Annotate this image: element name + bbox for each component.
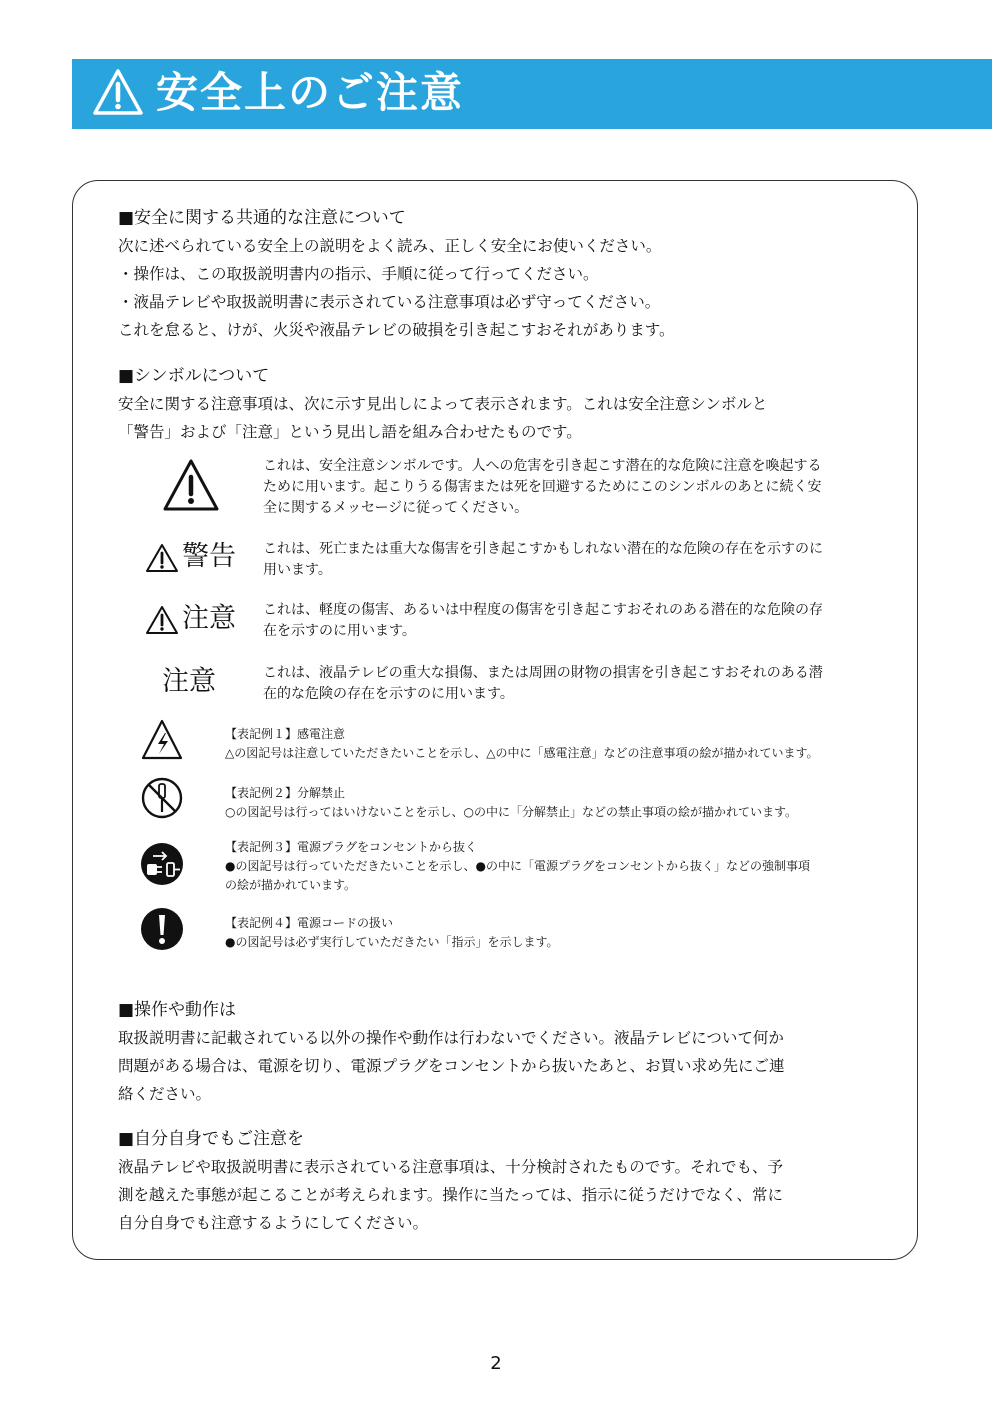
example-line: ●の図記号は行っていただきたいことを示し、●の中に「電源プラグをコンセントから抜く」などの強制事項 <box>225 859 810 873</box>
example-line: の絵が描かれています。 <box>225 878 357 892</box>
no-disassembly-icon <box>140 776 184 820</box>
self-line: 測を越えた事態が起こることが考えられます。操作に当たっては、指示に従うだけでなく、常に <box>118 1186 783 1204</box>
example-line: △の図記号は注意していただきたいことを示し、△の中に「感電注意」などの注意事項の絵が描かれています。 <box>225 746 819 760</box>
operation-body <box>118 1024 785 1108</box>
header-bar <box>72 59 992 129</box>
notice-description <box>263 663 875 705</box>
electric-shock-triangle-icon <box>140 718 184 762</box>
symbols-line: 「警告」および「注意」という見出し語を組み合わせたものです。 <box>118 423 582 441</box>
description-line: 在的な危険の存在を示すのに用います。 <box>263 686 514 702</box>
general-line: ・液晶テレビや取扱説明書に表示されている注意事項は必ず守ってください。 <box>118 293 661 311</box>
description-line: 全に関するメッセージに従ってください。 <box>263 500 529 516</box>
self-line: 自分自身でも注意するようにしてください。 <box>118 1214 429 1232</box>
general-line: これを怠ると、けが、火災や液晶テレビの破損を引き起こすおそれがあります。 <box>118 321 675 339</box>
page-title: 安全上のご注意 <box>156 68 465 117</box>
example-title: 【表記例２】分解禁止 <box>225 786 346 800</box>
example-line: ●の図記号は必ず実行していただきたい「指示」を示します。 <box>225 935 559 949</box>
example-title: 【表記例３】電源プラグをコンセントから抜く <box>225 840 478 854</box>
description-line: 在を示すのに用います。 <box>263 623 416 639</box>
description-line: これは、液晶テレビの重大な損傷、または周囲の財物の損害を引き起こすおそれのある潜 <box>263 665 823 681</box>
notice-label: 注意 <box>162 666 216 697</box>
operation-heading: ■操作や動作は <box>118 1000 237 1020</box>
warning-description <box>263 539 875 581</box>
symbols-heading: ■シンボルについて <box>118 366 270 386</box>
self-line: 液晶テレビや取扱説明書に表示されている注意事項は、十分検討されたものです。それでも、予 <box>118 1158 783 1176</box>
general-line: 次に述べられている安全上の説明をよく読み、正しく安全にお使いください。 <box>118 237 662 255</box>
caution-description <box>263 600 875 642</box>
general-heading: ■安全に関する共通的な注意について <box>118 208 406 228</box>
caution-label: 注意 <box>182 603 236 634</box>
operation-line: 絡ください。 <box>118 1085 212 1103</box>
operation-line: 問題がある場合は、電源を切り、電源プラグをコンセントから抜いたあと、お買い求め先にご連 <box>118 1057 785 1075</box>
unplug-power-icon <box>140 842 184 886</box>
example-4 <box>225 914 559 952</box>
example-title: 【表記例４】電源コードの扱い <box>225 916 394 930</box>
example-2 <box>225 784 797 822</box>
operation-line: 取扱説明書に記載されている以外の操作や動作は行わないでください。液晶テレビについて何か <box>118 1029 784 1047</box>
description-line: ために用います。起こりうる傷害または死を回避するためにこのシンボルのあとに続く安 <box>263 479 822 495</box>
self-heading: ■自分自身でもご注意を <box>118 1129 305 1149</box>
warning-triangle-icon <box>92 67 144 117</box>
description-line: これは、軽度の傷害、あるいは中程度の傷害を引き起こすおそれのある潜在的な危険の存 <box>263 602 823 618</box>
symbols-body <box>118 390 767 446</box>
general-line: ・操作は、この取扱説明書内の指示、手順に従って行ってください。 <box>118 265 599 283</box>
symbols-line: 安全に関する注意事項は、次に示す見出しによって表示されます。これは安全注意シンボルと <box>118 395 768 413</box>
general-body <box>118 232 674 344</box>
self-body <box>118 1153 783 1237</box>
description-line: これは、死亡または重大な傷害を引き起こすかもしれない潜在的な危険の存在を示すのに <box>263 541 823 557</box>
safety-symbol-description <box>263 456 875 519</box>
example-1 <box>225 725 819 763</box>
example-title: 【表記例１】感電注意 <box>225 727 346 741</box>
safety-alert-triangle-icon <box>162 458 220 512</box>
example-3 <box>225 838 810 895</box>
page-number: 2 <box>490 1353 502 1374</box>
warning-triangle-icon <box>145 543 179 573</box>
mandatory-exclamation-icon <box>140 907 184 951</box>
description-line: 用います。 <box>263 562 332 578</box>
warning-label: 警告 <box>182 541 236 572</box>
example-line: ○の図記号は行ってはいけないことを示し、○の中に「分解禁止」などの禁止事項の絵が描かれています。 <box>225 805 797 819</box>
caution-triangle-icon <box>145 605 179 635</box>
description-line: これは、安全注意シンボルです。人への危害を引き起こす潜在的な危険に注意を喚起する <box>263 458 822 474</box>
